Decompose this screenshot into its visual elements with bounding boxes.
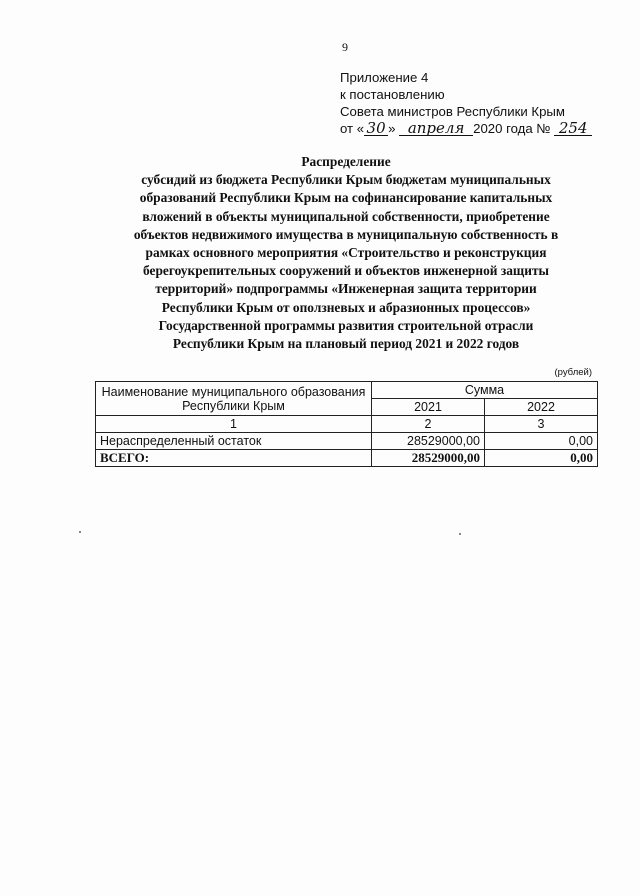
scan-speck [79,531,81,533]
row-name: Нераспределенный остаток [96,433,372,450]
date-prefix: от « [340,121,365,136]
header-year-2022: 2022 [485,399,598,416]
title-line: Республики Крым на плановый период 2021 и 2022 годов [172,336,520,352]
units-label: (рублей) [554,367,592,378]
annex-council-line: Совета министров Республики Крым [340,104,565,119]
table-row [96,433,598,450]
total-label: ВСЕГО: [96,450,372,467]
title-line: субсидий из бюджета Республики Крым бюджетам муниципальных [141,172,551,188]
column-number-1: 1 [96,416,372,433]
column-number-2: 2 [372,416,485,433]
title-line: объектов недвижимого имущества в муниципальную собственность в [133,226,559,242]
page-number: 9 [342,40,348,54]
title-line: рамках основного мероприятия «Строительство и реконструкция [145,245,547,261]
annex-resolution-line: к постановлению [340,87,445,102]
header-municipality: Наименование муниципального образования Республики Крым [96,382,372,416]
date-year-text: 2020 года № [473,121,551,136]
subsidy-table [95,381,598,467]
document-title [96,153,596,353]
title-line: берегоукрепительных сооружений и объектов инженерной защиты [143,263,549,279]
date-quote-close: » [388,121,396,136]
total-value-2022: 0,00 [485,450,598,467]
header-sum: Сумма [372,382,598,399]
handwritten-number: 254 [554,121,592,136]
table-header-row [96,382,598,399]
annex-block [340,69,610,137]
annex-date-line [340,120,610,137]
handwritten-month: апреля [399,121,473,136]
title-line: образований Республики Крым на софинансирование капитальных [139,190,553,206]
table-column-numbers-row [96,416,598,433]
table-total-row [96,450,598,467]
handwritten-day: 30 [364,121,388,136]
title-line: территорий» подпрограммы «Инженерная защита территории [155,281,537,297]
total-value-2021: 28529000,00 [372,450,485,467]
column-number-3: 3 [485,416,598,433]
title-heading: Распределение [301,154,391,169]
row-value-2022: 0,00 [485,433,598,450]
title-line: вложений в объекты муниципальной собственности, приобретение [142,208,550,224]
title-line: Государственной программы развития строительной отрасли [158,317,534,333]
annex-title: Приложение 4 [340,70,429,85]
title-line: Республики Крым от оползневых и абразионных процессов» [161,299,531,315]
row-value-2021: 28529000,00 [372,433,485,450]
scan-speck [459,533,461,535]
header-year-2021: 2021 [372,399,485,416]
